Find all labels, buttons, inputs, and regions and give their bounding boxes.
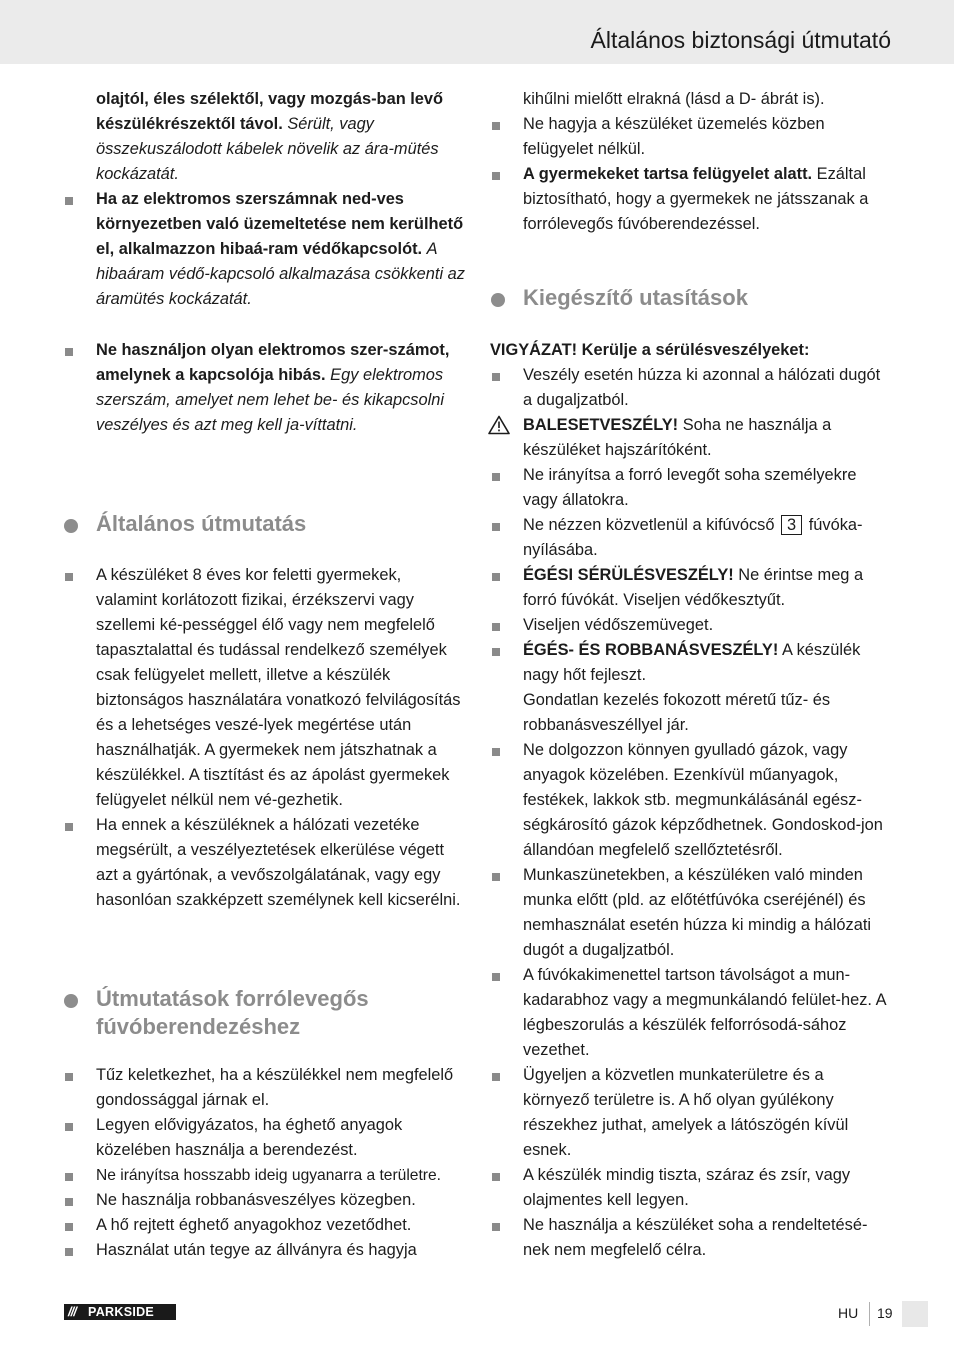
bullet-icon (492, 623, 500, 631)
item-text: Ne érintse meg a forró fúvókát. Viseljen védőkesztyűt. (523, 566, 864, 609)
bullet-icon (65, 823, 73, 831)
item-text: Ne dolgozzon könnyen gyulladó gázok, vagy anyagok közelében. Ezenkívül műanyagok, festékek, lakkok stb. megmunkálásánál egész-ségkárosító gázok képződhetnek. Gondoskod-jon állandóan megfelelő szellőztetésről. (523, 741, 883, 859)
caution-heading: VIGYÁZAT! Kerülje a sérülésveszélyeket: (490, 341, 810, 359)
list-item (63, 187, 465, 312)
list-item (490, 1063, 892, 1163)
bullet-icon (492, 748, 500, 756)
section-title: Általános útmutatás (96, 511, 307, 536)
list-item (490, 863, 892, 963)
bullet-icon (492, 172, 500, 180)
warning-triangle-icon (488, 415, 510, 435)
list-item (490, 638, 892, 738)
list-item (490, 513, 892, 563)
bullet-icon (65, 197, 73, 205)
item-text: Ne használja robbanásveszélyes közegben. (96, 1191, 416, 1209)
section-bullet-icon (491, 293, 505, 307)
bullet-icon (65, 1073, 73, 1081)
list-item (63, 1238, 465, 1263)
item-text: A készülék mindig tiszta, száraz és zsír, vagy olajmentes kell legyen. (523, 1166, 851, 1209)
list-item (490, 563, 892, 613)
list-item (490, 613, 892, 638)
item-text: Viseljen védőszemüveget. (523, 616, 714, 634)
item-text: Ne használja a készüléket soha a rendeltetésé-nek nem megfelelő célra. (523, 1216, 868, 1259)
item-bold: Ne használjon olyan elektromos szer-számot, amelynek a kapcsolója hibás. (96, 341, 450, 384)
item-text: Soha ne használja a készüléket hajszárítóként. (523, 416, 832, 459)
bullet-icon (65, 1198, 73, 1206)
list-item (490, 112, 892, 162)
section-title: Útmutatások forrólevegős fúvóberendezéshez (96, 986, 369, 1039)
bullet-icon (492, 1173, 500, 1181)
list-item (490, 162, 892, 237)
item-text: A fúvókakimenettel tartson távolságot a mun-kadarabhoz vagy a megmunkálandó felület-hez. A légbeszorulás a készülék felforrósodá-sához vezethet. (523, 966, 886, 1059)
section-heading (63, 511, 465, 539)
item-text: Munkaszünetekben, a készüléken való minden munka előtt (pld. az előtétfúvóka cseréjénél) és nemhasználat esetén húzza ki mindig a hálózati dugót a dugaljzatból. (523, 866, 872, 959)
list-item (63, 1213, 465, 1238)
list-item (490, 1163, 892, 1213)
item-text: Veszély esetén húzza ki azonnal a hálózati dugót a dugaljzatból. (523, 366, 881, 409)
list-item (490, 463, 892, 513)
section-heading (490, 285, 892, 313)
bullet-icon (492, 1073, 500, 1081)
item-italic: Egy elektromos szerszám, amelyet nem lehet be- és kikapcsolni veszélyes és azt meg kell ja-víttatni. (96, 366, 444, 434)
item-text: fúvóka-nyílásába. (523, 516, 863, 559)
item-bold: ÉGÉS- ÉS ROBBANÁSVESZÉLY! (523, 641, 779, 659)
logo-slashes: /// (68, 1304, 76, 1319)
list-item (63, 813, 465, 913)
footer-divider (869, 1302, 870, 1326)
item-text: Ügyeljen a közvetlen munkaterületre és a környező területre is. A hő olyan gyúlékony részekhez juthat, amelyek a látószögén kívül esnek. (523, 1066, 849, 1159)
bullet-icon (65, 1223, 73, 1231)
list-item (63, 1063, 465, 1113)
bullet-icon (492, 523, 500, 531)
bullet-icon (65, 1248, 73, 1256)
bullet-icon (492, 648, 500, 656)
bullet-icon (492, 473, 500, 481)
list-item (63, 1163, 486, 1188)
item-text: Legyen elővigyázatos, ha éghető anyagok közelében használja a berendezést. (96, 1116, 403, 1159)
language-code: HU (838, 1305, 859, 1321)
list-item (490, 363, 892, 413)
bullet-icon (492, 873, 500, 881)
intro-bold: olajtól, éles szélektől, vagy mozgás-ban levő készülékrészektől távol. (96, 90, 444, 133)
item-text: Ne irányítsa hosszabb ideig ugyanarra a területre. (96, 1167, 441, 1184)
item-text: A hő rejtett éghető anyagokhoz vezetődhet. (96, 1216, 412, 1234)
section-title: Kiegészítő utasítások (523, 285, 748, 310)
list-item (63, 1113, 465, 1163)
list-item (490, 738, 892, 863)
intro-italic: Sérült, vagy összekuszálodott kábelek növelik az ára-mütés kockázatát. (96, 115, 439, 183)
bullet-icon (492, 122, 500, 130)
page-title: Általános biztonsági útmutató (590, 27, 891, 53)
bullet-icon (492, 973, 500, 981)
item-bold: Ha az elektromos szerszámnak ned-ves környezetben való üzemeltetése nem kerülhető el, alkalmazzon hibaá-ram védőkapcsolót. (96, 190, 464, 258)
item-bold: BALESETVESZÉLY! (523, 416, 679, 434)
logo-text: PARKSIDE (88, 1305, 155, 1319)
item-text: Ne nézzen közvetlenül a kifúvócső (523, 516, 775, 534)
bullet-icon (492, 1223, 500, 1231)
intro-paragraph (96, 87, 465, 187)
list-item (63, 338, 465, 438)
bullet-icon (492, 373, 500, 381)
item-text: A készülék nagy hőt fejleszt. (523, 641, 861, 684)
item-text: Ne irányítsa a forró levegőt soha személyekre vagy állatokra. (523, 466, 857, 509)
item-text: Tűz keletkezhet, ha a készülékkel nem megfelelő gondossággal járnak el. (96, 1066, 454, 1109)
page-number: 19 (877, 1305, 893, 1321)
list-item (63, 1188, 465, 1213)
list-item (490, 1213, 892, 1263)
bullet-icon (65, 348, 73, 356)
section-bullet-icon (64, 519, 78, 533)
bullet-icon (65, 1123, 73, 1131)
section-heading (63, 986, 465, 1042)
item-text: Gondatlan kezelés fokozott méretű tűz- és robbanásveszéllyel jár. (523, 691, 831, 734)
section-bullet-icon (64, 994, 78, 1008)
bullet-icon (65, 573, 73, 581)
item-italic: A hibaáram védő-kapcsoló alkalmazása csökkenti az áramütés kockázatát. (96, 240, 465, 308)
item-text: Ne hagyja a készüléket üzemelés közben felügyelet nélkül. (523, 115, 825, 158)
bullet-icon (65, 1173, 73, 1181)
page-tab (902, 1301, 928, 1327)
item-text: Ha ennek a készüléknek a hálózati vezetéke megsérült, a veszélyeztetések elkerülése végett azt a gyártónak, a vevőszolgálatának, vagy egy hasonlóan szakképzett személynek kell kicserélni. (96, 816, 461, 909)
item-text: Használat után tegye az állványra és hagyja (96, 1241, 417, 1259)
list-item (63, 563, 465, 813)
item-text: A készüléket 8 éves kor feletti gyermekek, valamint korlátozott fizikai, érzékszervi vagy szellemi ké-pességgel élő vagy nem megfelelő tapasztalattal és tudással rendelkező személyek csak felügyelet mellett, illetve a készülék biztonságos használatára vonatkozó felvilágosítás és a lehetséges veszé-lyek megértése után használhatják. A gyermekek nem játszhatnak a készülékkel. A tisztítást és az ápolást gyermekek felügyelet nélkül nem vé-gezhetik. (96, 566, 461, 809)
item-text: Ezáltal biztosítható, hogy a gyermekek ne játsszanak a forrólevegős fúvóberendezéssel. (523, 165, 869, 233)
list-item-warning (490, 413, 892, 463)
item-bold: A gyermekeket tartsa felügyelet alatt. (523, 165, 813, 183)
continued-text: kihűlni mielőtt elrakná (lásd a D- ábrát is). (523, 90, 825, 108)
parkside-logo (64, 1304, 176, 1320)
item-bold: ÉGÉSI SÉRÜLÉSVESZÉLY! (523, 566, 734, 584)
part-reference-number: 3 (781, 515, 802, 535)
bullet-icon (492, 573, 500, 581)
list-item (490, 963, 892, 1063)
